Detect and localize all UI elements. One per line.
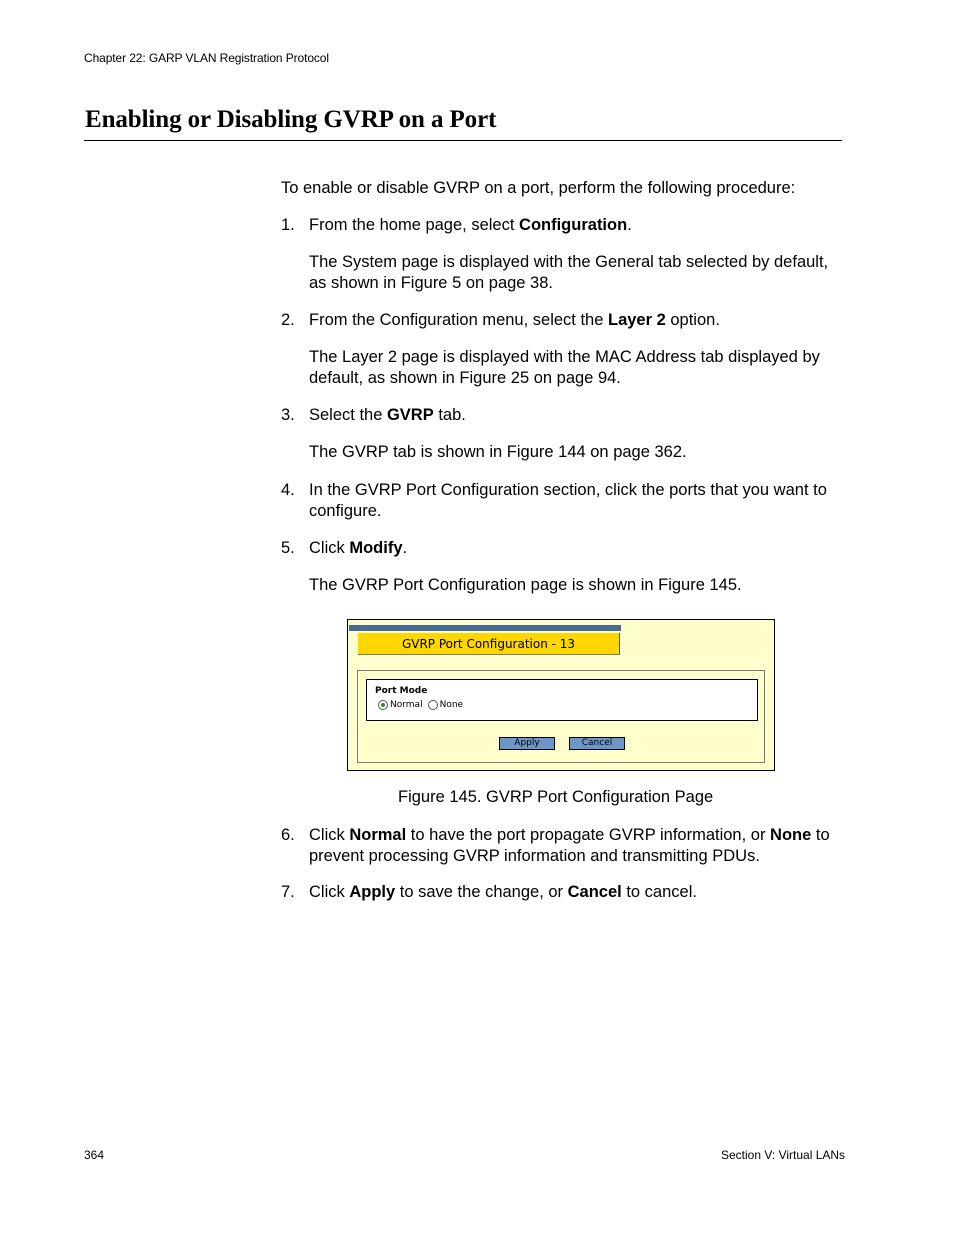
- step-text: From the Configuration menu, select the Layer 2 option.: [309, 311, 720, 329]
- figure-caption: Figure 145. GVRP Port Configuration Page: [398, 788, 714, 806]
- step-number: 6.: [281, 826, 295, 844]
- step-text: In the GVRP Port Configuration section, click the ports that you want to configure.: [309, 481, 827, 520]
- cancel-button[interactable]: Cancel: [569, 737, 625, 750]
- normal-radio[interactable]: [378, 700, 388, 710]
- page-number: 364: [84, 1148, 105, 1162]
- port-mode-box: [366, 679, 758, 721]
- step-number: 3.: [281, 406, 295, 424]
- step-text: Click Modify.: [309, 539, 408, 557]
- step-3-note: The GVRP tab is shown in Figure 144 on page 362.: [309, 443, 687, 461]
- step-number: 2.: [281, 311, 295, 329]
- config-panel: [357, 670, 765, 763]
- step-text: From the home page, select Configuration.: [309, 216, 632, 234]
- step-text: Select the GVRP tab.: [309, 406, 466, 424]
- gvrp-port-config-figure: [347, 619, 775, 771]
- step-2-note: The Layer 2 page is displayed with the MAC Address tab displayed by default, as shown in Figure 25 on page 94.: [309, 348, 820, 387]
- section-title: Enabling or Disabling GVRP on a Port: [85, 106, 497, 133]
- step-number: 5.: [281, 539, 295, 557]
- title-rule: [84, 140, 842, 141]
- section-footer: Section V: Virtual LANs: [721, 1148, 846, 1162]
- step-text: Click Apply to save the change, or Cancel to cancel.: [309, 883, 697, 901]
- port-mode-label: Port Mode: [375, 686, 428, 696]
- step-number: 7.: [281, 883, 295, 901]
- port-mode-options: [378, 700, 468, 710]
- step-number: 4.: [281, 481, 295, 499]
- tab-gvrp-port-configuration[interactable]: GVRP Port Configuration - 13: [358, 633, 620, 655]
- step-1-note: The System page is displayed with the General tab selected by default, as shown in Figure 5 on page 38.: [309, 253, 829, 292]
- normal-radio-label: Normal: [390, 700, 423, 710]
- running-header: Chapter 22: GARP VLAN Registration Protocol: [84, 51, 329, 65]
- step-number: 1.: [281, 216, 295, 234]
- apply-button[interactable]: Apply: [499, 737, 555, 750]
- intro-paragraph: To enable or disable GVRP on a port, perform the following procedure:: [281, 179, 796, 197]
- figure-top-bar: [349, 625, 621, 631]
- none-radio[interactable]: [428, 700, 438, 710]
- step-text: Click Normal to have the port propagate GVRP information, or None to prevent processing GVRP information and transmitting PDUs.: [309, 826, 830, 865]
- none-radio-label: None: [439, 700, 464, 710]
- step-5-note: The GVRP Port Configuration page is shown in Figure 145.: [309, 576, 742, 594]
